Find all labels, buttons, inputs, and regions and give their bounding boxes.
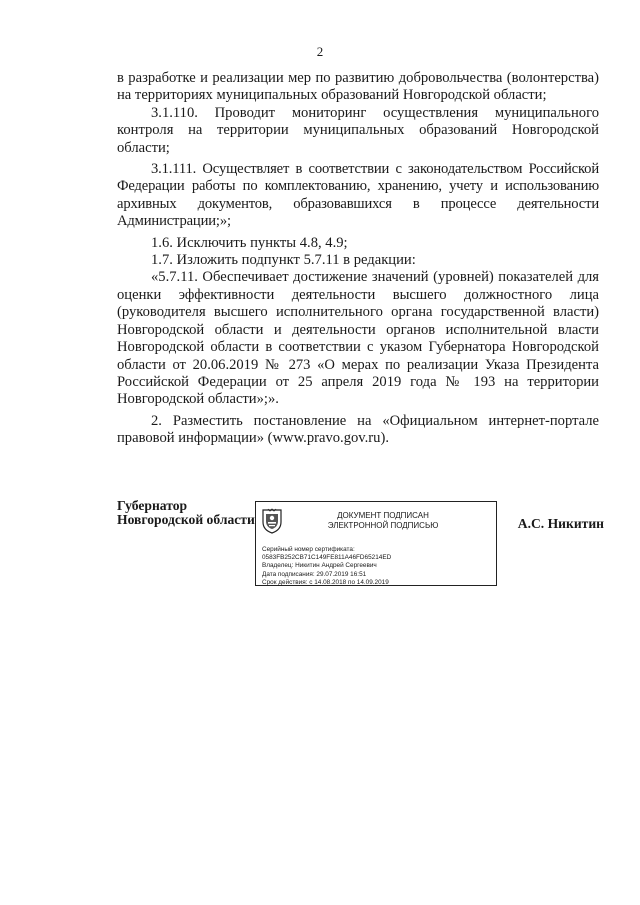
signer-title-line2: Новгородской области (117, 512, 255, 528)
page-number: 2 (316, 44, 324, 59)
stamp-validity: Срок действия: с 14.08.2018 по 14.09.2019 (262, 578, 389, 586)
stamp-certificate-label: Серийный номер сертификата: (262, 546, 355, 553)
signer-title (117, 499, 257, 527)
stamp-heading (293, 511, 473, 531)
electronic-signature-stamp (255, 501, 497, 586)
paragraph-3-1-110: 3.1.110. Проводит мониторинг осуществления муниципального контроля на территории муниципальных образований Новгородской области; (117, 104, 599, 156)
stamp-heading-line1: ДОКУМЕНТ ПОДПИСАН (337, 511, 429, 520)
stamp-certificate-serial: 0583FB252CB71C149FE811A46FD65214ED (262, 554, 392, 562)
coat-of-arms-icon (261, 508, 283, 534)
document-body (117, 70, 599, 448)
signer-name: А.С. Никитин (517, 516, 604, 531)
paragraph-3-1-111: 3.1.111. Осуществляет в соответствии с законодательством Российской Федерации работы по комплектованию, хранению, учету и использованию архивных документов, образовавшихся в процессе деятельности Администрации;»; (117, 161, 599, 230)
stamp-heading-line2: ЭЛЕКТРОННОЙ ПОДПИСЬЮ (327, 521, 439, 530)
paragraph-2: 2. Разместить постановление на «Официальном интернет-портале правовой информации» (www.pravo.gov.ru). (117, 412, 599, 447)
signature-block (117, 497, 607, 592)
stamp-signed-date: Дата подписания: 29.07.2019 16:51 (262, 570, 367, 578)
signer-title-line1: Губернатор (117, 498, 188, 513)
stamp-owner: Владелец: Никитин Андрей Сергеевич (262, 562, 377, 570)
paragraph-1-7: 1.7. Изложить подпункт 5.7.11 в редакции: (151, 252, 416, 269)
paragraph-1-6: 1.6. Исключить пункты 4.8, 4.9; (151, 234, 348, 251)
paragraph-continuation: в разработке и реализации мер по развитию добровольчества (волонтерства) на территориях муниципальных образований Новгородской области; (117, 70, 599, 104)
paragraph-5-7-11: «5.7.11. Обеспечивает достижение значений (уровней) показателей для оценки эффективности деятельности высшего должностного лица (руководителя высшего исполнительного органа государственной власти) Новгородской области и деятельности органов исполнительной власти Новгородской области в соответствии с указом Губернатора Новгородской области от 20.06.2019 № 273 «О мерах по реализации Указа Президента Российской Федерации от 25 апреля 2019 года № 193 на территории Новгородской области»;». (117, 269, 599, 408)
stamp-details (262, 546, 494, 587)
